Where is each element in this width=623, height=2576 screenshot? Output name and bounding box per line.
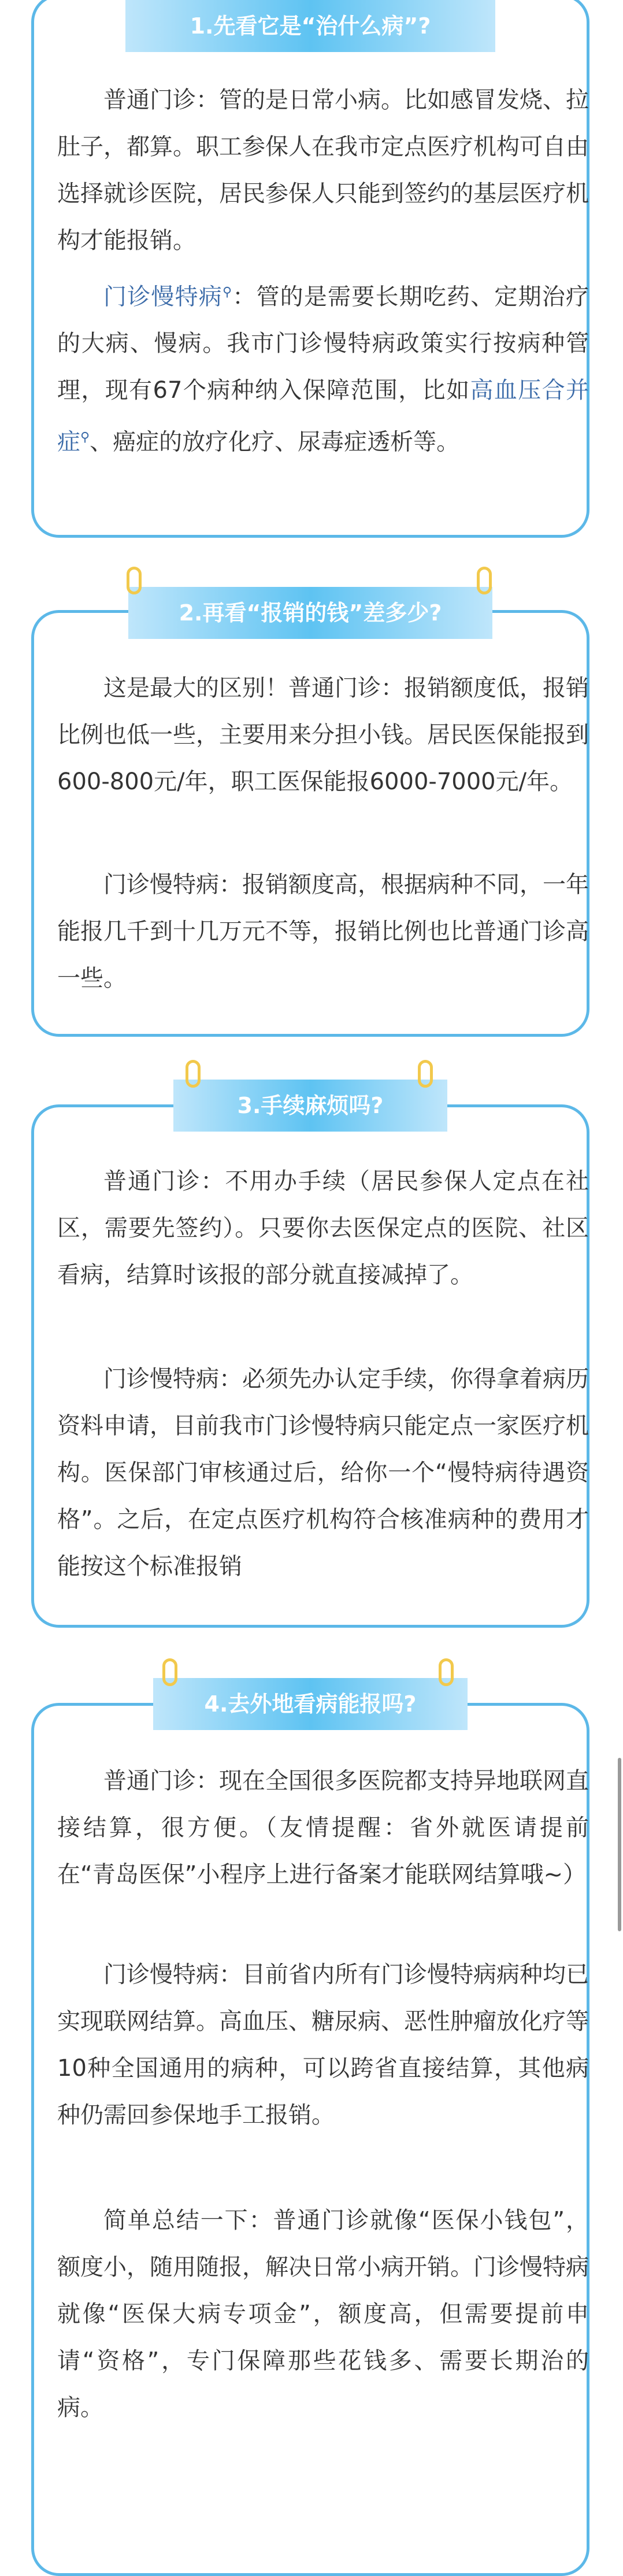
section-card-3 [31,1093,589,1628]
section-3-paragraph-1: 普通门诊：不用办手续（居民参保人定点在社区，需要先签约）。只要你去医保定点的医院、社区看病，结算时该报的部分就直接减掉了。 [57,1168,589,1288]
link-hypertension-complication[interactable]: 高血压合并症 [57,377,589,456]
binder-ring-icon [186,1060,201,1088]
section-card-2 [31,600,589,1037]
section-2-paragraph-2: 门诊慢特病：报销额度高，根据病种不同，一年能报几千到十几万元不等，报销比例也比普通门诊高一些。 [57,871,589,992]
section-header-4: 4.去外地看病能报吗? [153,1678,468,1730]
binder-ring-icon [477,567,492,594]
section-4-paragraph-3: 简单总结一下：普通门诊就像“医保小钱包”，额度小，随用随报，解决日常小病开销。门诊慢特病就像“医保大病专项金”，额度高，但需要提前申请“资格”，专门保障那些花钱多、需要长期治的病。 [57,2207,589,2421]
section-4-paragraph-1: 普通门诊：现在全国很多医院都支持异地联网直接结算，很方便。（友情提醒：省外就医请提前在“青岛医保”小程序上进行备案才能联网结算哦~） [57,1768,589,1888]
binder-ring-icon [418,1060,433,1088]
section-1-paragraph-2-text-a: ：管的是需要长期吃药、定期治疗的大病、慢病。我市门诊慢特病政策实行按病种管理，现有67个病种纳入保障范围，比如 [57,283,589,404]
section-card-4 [31,1691,589,2576]
section-2-paragraph-1: 这是最大的区别！普通门诊：报销额度低，报销比例也低一些，主要用来分担小钱。居民医保能报到600-800元/年，职工医保能报6000-7000元/年。 [57,675,589,795]
section-header-2: 2.再看“报销的钱”差多少? [128,587,492,639]
section-1-paragraph-2-text-b: 、癌症的放疗化疗、尿毒症透析等。 [90,428,460,456]
search-icon[interactable]: ⚲ [80,430,90,445]
binder-ring-icon [127,567,142,594]
link-outpatient-chronic-disease[interactable]: 门诊慢特病 [103,283,222,311]
scrollbar[interactable] [615,1758,623,1931]
section-card-1 [31,0,589,538]
search-icon[interactable]: ⚲ [222,285,232,300]
scrollbar-thumb[interactable] [618,1758,621,1931]
section-4-paragraph-2: 门诊慢特病：目前省内所有门诊慢特病病种均已实现联网结算。高血压、糖尿病、恶性肿瘤放化疗等10种全国通用的病种，可以跨省直接结算，其他病种仍需回参保地手工报销。 [57,1961,589,2128]
section-1-paragraph-2 [57,269,589,466]
section-1-paragraph-1: 普通门诊：管的是日常小病。比如感冒发烧、拉肚子，都算。职工参保人在我市定点医疗机构可自由选择就诊医院，居民参保人只能到签约的基层医疗机构才能报销。 [57,87,589,254]
section-header-3: 3.手续麻烦吗? [173,1080,447,1132]
binder-ring-icon [162,1658,177,1686]
section-3-paragraph-2: 门诊慢特病：必须先办认定手续，你得拿着病历资料申请，目前我市门诊慢特病只能定点一家医疗机构。医保部门审核通过后，给你一个“慢特病待遇资格”。之后，在定点医疗机构符合核准病种的费用才能按这个标准报销 [57,1366,589,1580]
binder-ring-icon [439,1658,454,1686]
section-header-1: 1.先看它是“治什么病”? [125,0,495,52]
